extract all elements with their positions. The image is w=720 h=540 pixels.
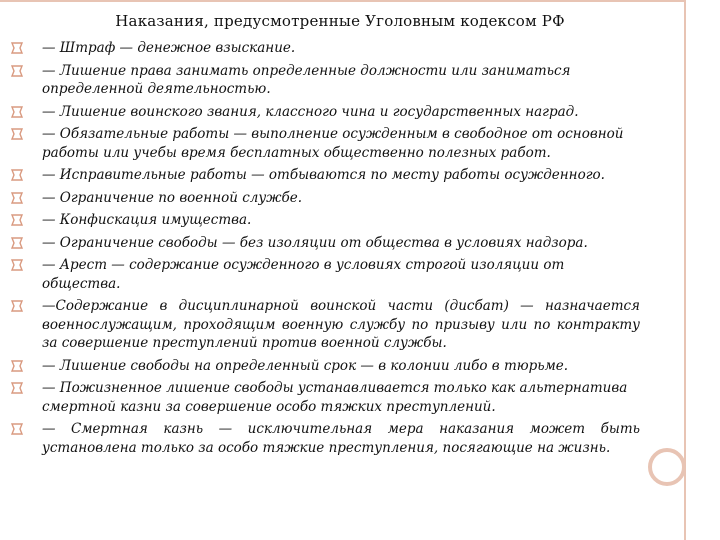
bullet-icon	[10, 105, 24, 119]
list-item-text: — Ограничение по военной службе.	[42, 189, 303, 206]
bullet-icon	[10, 213, 24, 227]
list-item	[10, 297, 640, 353]
list-item-text: — Арест — содержание осужденного в условиях строгой изоляции от общества.	[42, 257, 565, 292]
list-item-text: — Лишение свободы на определенный срок — в колонии либо в тюрьме.	[42, 357, 569, 374]
decorative-circle	[648, 448, 686, 486]
list-item	[10, 420, 640, 457]
bullet-icon	[10, 359, 24, 373]
list-item	[10, 103, 640, 122]
list-item	[10, 189, 640, 208]
list-item-text: — Смертная казнь — исключительная мера наказания может быть установлена только за особо тяжкие преступления, посягающие на жизнь.	[42, 421, 640, 456]
bullet-icon	[10, 381, 24, 395]
list-item	[10, 357, 640, 376]
bullet-icon	[10, 191, 24, 205]
list-item	[10, 234, 640, 253]
list-item-text: — Конфискация имущества.	[42, 212, 252, 228]
bullet-icon	[10, 64, 24, 78]
bullet-icon	[10, 41, 24, 55]
list-item	[10, 166, 640, 185]
slide-right-rail	[684, 0, 720, 540]
slide-title: Наказания, предусмотренные Уголовным кодексом РФ	[115, 12, 565, 30]
list-item-text: — Лишение воинского звания, классного чина и государственных наград.	[42, 103, 579, 120]
list-item-text: —Содержание в дисциплинарной воинской части (дисбат) — назначается военнослужащим, проходящим военную службу по призыву или по контракту за совершение преступлений против военной службы.	[42, 298, 640, 351]
list-item	[10, 211, 640, 230]
bullet-icon	[10, 299, 24, 313]
list-item-text: — Штраф — денежное взыскание.	[42, 40, 296, 56]
list-item-text: — Исправительные работы — отбываются по месту работы осужденного.	[42, 167, 605, 183]
bullet-icon	[10, 422, 24, 436]
list-item	[10, 125, 640, 162]
punishments-list	[10, 39, 640, 461]
list-item	[10, 39, 640, 58]
list-item-text: — Ограничение свободы — без изоляции от общества в условиях надзора.	[42, 234, 588, 251]
list-item	[10, 62, 640, 99]
bullet-icon	[10, 168, 24, 182]
list-item	[10, 379, 640, 416]
slide-top-border	[0, 0, 720, 2]
list-item-text: — Пожизненное лишение свободы устанавливается только как альтернатива смертной казни за совершение особо тяжких преступлений.	[42, 380, 628, 415]
list-item-text: — Обязательные работы — выполнение осужденным в свободное от основной работы или учебы время бесплатных общественно полезных работ.	[42, 126, 624, 161]
list-item	[10, 256, 640, 293]
bullet-icon	[10, 236, 24, 250]
bullet-icon	[10, 127, 24, 141]
list-item-text: — Лишение права занимать определенные должности или заниматься определенной деятельностью.	[42, 62, 571, 97]
bullet-icon	[10, 258, 24, 272]
